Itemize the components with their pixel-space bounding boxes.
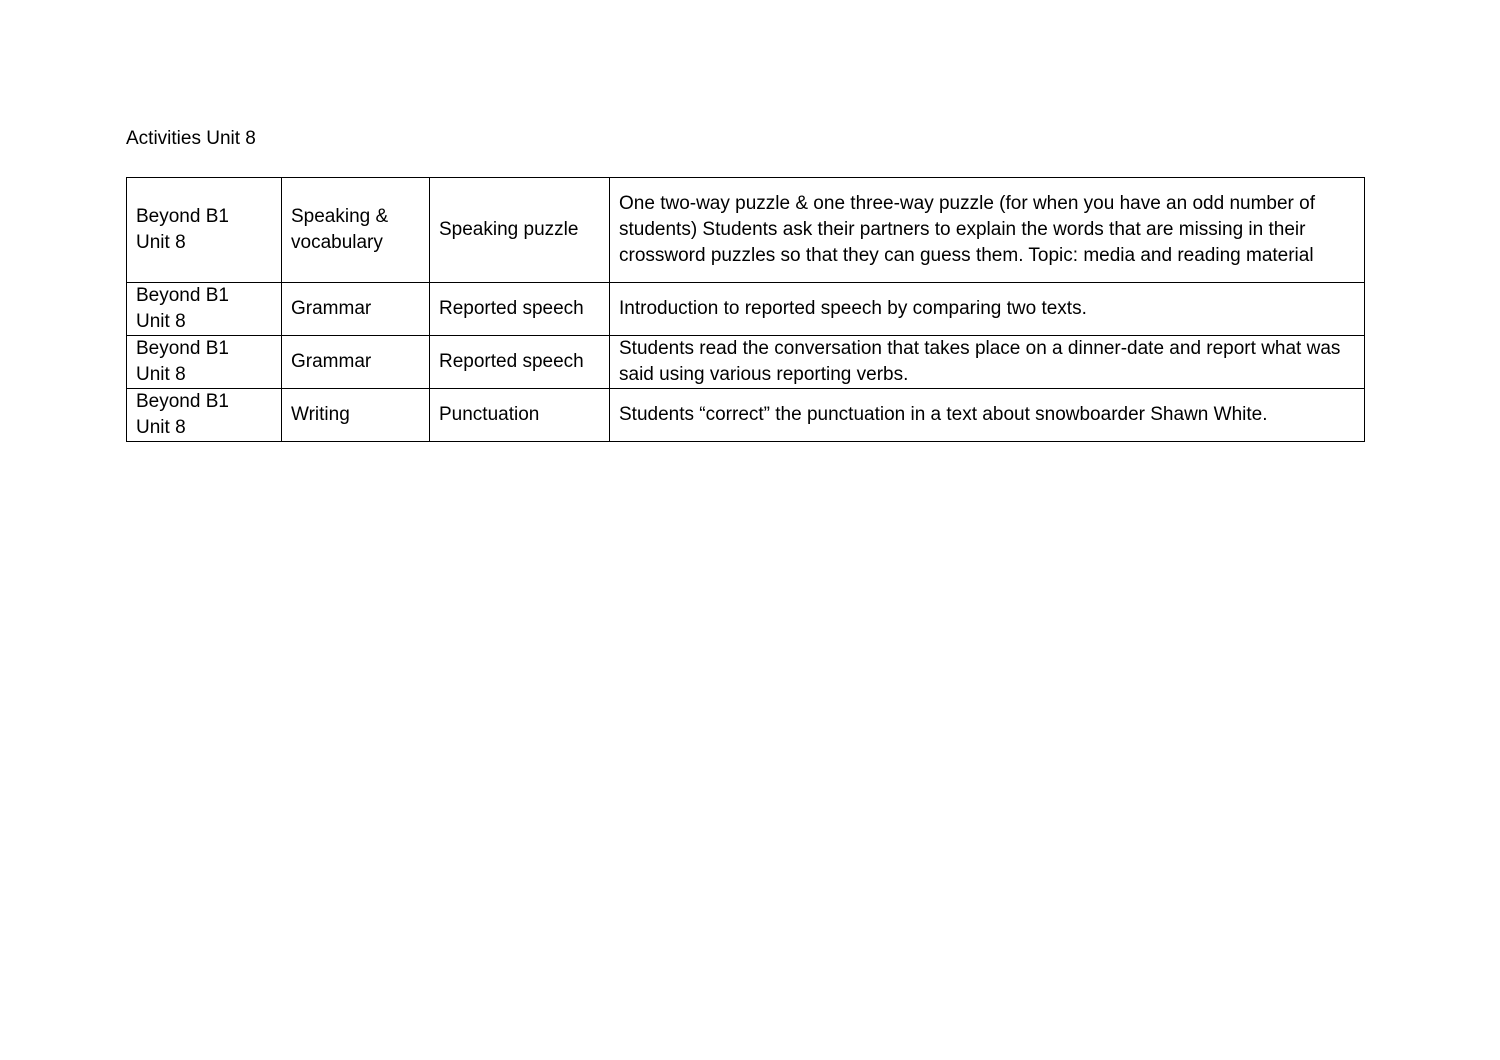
description-cell: Students read the conversation that takes place on a dinner-date and report what was said using various reporting verbs. [610, 336, 1365, 389]
course-line: Beyond B1 [136, 206, 229, 227]
description-cell: Students “correct” the punctuation in a text about snowboarder Shawn White. [610, 389, 1365, 442]
table-row [127, 178, 1365, 283]
course-line: Beyond B1 [136, 338, 229, 359]
unit-line: Unit 8 [136, 311, 186, 332]
unit-line: Unit 8 [136, 232, 186, 253]
activity-cell: Punctuation [430, 389, 610, 442]
description-cell: Introduction to reported speech by comparing two texts. [610, 283, 1365, 336]
skill-cell: Writing [282, 389, 430, 442]
activities-table [126, 177, 1365, 442]
skill-cell [282, 178, 430, 283]
activity-cell: Speaking puzzle [430, 178, 610, 283]
course-cell [127, 178, 282, 283]
course-cell [127, 283, 282, 336]
activity-cell: Reported speech [430, 283, 610, 336]
course-cell [127, 389, 282, 442]
course-line: Beyond B1 [136, 391, 229, 412]
table-row [127, 336, 1365, 389]
course-line: Beyond B1 [136, 285, 229, 306]
unit-line: Unit 8 [136, 417, 186, 438]
skill-cell: Grammar [282, 283, 430, 336]
skill-line: vocabulary [291, 232, 383, 253]
skill-cell: Grammar [282, 336, 430, 389]
description-cell: One two-way puzzle & one three-way puzzle (for when you have an odd number of students) Students ask their partners to explain the words that are missing in their crossword puzzles so that they can guess them. Topic: media and reading material [610, 178, 1365, 283]
course-cell [127, 336, 282, 389]
table-row [127, 389, 1365, 442]
table-row [127, 283, 1365, 336]
activity-cell: Reported speech [430, 336, 610, 389]
unit-line: Unit 8 [136, 364, 186, 385]
page-heading: Activities Unit 8 [126, 128, 256, 149]
skill-line: Speaking & [291, 206, 389, 227]
